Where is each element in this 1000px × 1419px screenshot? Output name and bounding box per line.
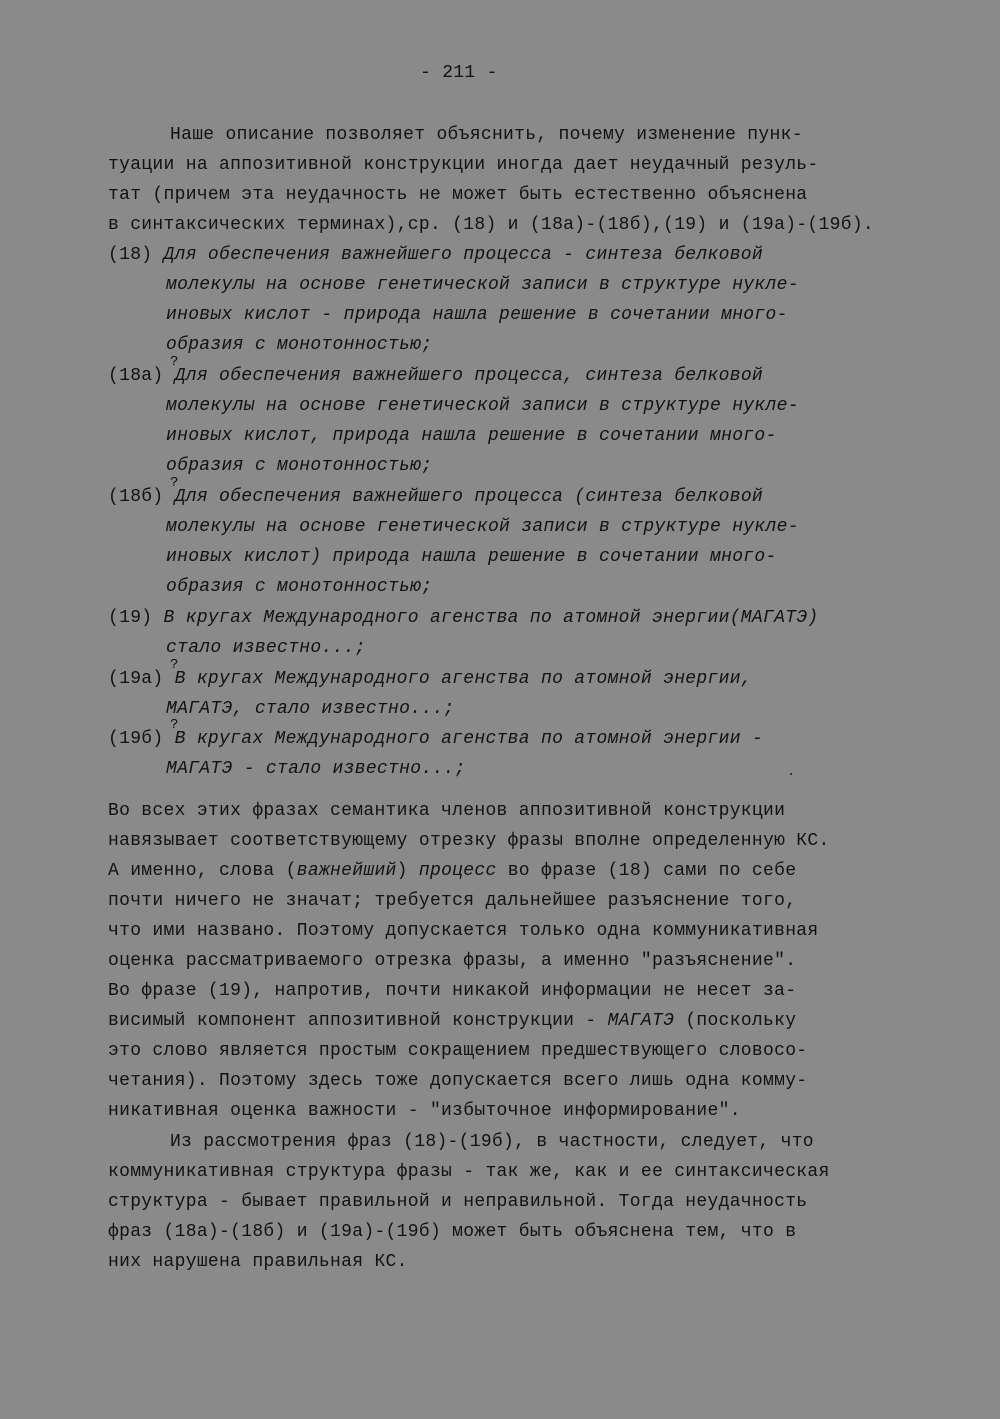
text-segment: навязывает соответствующему отрезку фразы вполне определенную КС.: [108, 831, 830, 851]
text-line: [166, 425, 777, 447]
italic-segment: молекулы на основе генетической записи в структуре нукле-: [166, 275, 799, 295]
text-line: [166, 395, 799, 417]
text-segment: структура - бывает правильной и неправильной. Тогда неудачность: [108, 1192, 808, 1212]
text-line: [108, 365, 763, 387]
text-line: [108, 1191, 807, 1213]
text-segment: А именно, слова (: [108, 861, 297, 881]
text-segment: (поскольку: [674, 1011, 797, 1031]
question-mark: ?: [170, 475, 179, 491]
text-segment: коммуникативная структура фразы - так же, как и ее синтаксическая: [108, 1162, 830, 1182]
italic-segment: молекулы на основе генетической записи в структуре нукле-: [166, 396, 799, 416]
text-segment: них нарушена правильная КС.: [108, 1252, 408, 1272]
text-segment: Из рассмотрения фраз (18)-(19б), в частности, следует, что: [170, 1132, 814, 1152]
text-line: [170, 124, 803, 146]
text-line: [166, 637, 366, 659]
text-segment: (18а): [108, 366, 175, 386]
page-number: - 211 -: [420, 63, 498, 83]
text-line: [108, 830, 830, 852]
text-line: [108, 244, 763, 266]
text-line: [166, 758, 466, 780]
italic-segment: В кругах Международного агенства по атомной энергии(МАГАТЭ): [163, 608, 819, 628]
italic-segment: иновых кислот - природа нашла решение в сочетании много-: [166, 305, 788, 325]
text-line: [108, 980, 796, 1002]
text-line: [108, 890, 796, 912]
text-segment: (18): [108, 245, 164, 265]
text-line: [166, 698, 455, 720]
text-line: [108, 1010, 796, 1032]
text-segment: в синтаксических терминах),ср. (18) и (18а)-(18б),(19) и (19а)-(19б).: [108, 215, 875, 235]
text-segment: (19б): [108, 729, 175, 749]
text-line: [108, 1251, 408, 1273]
italic-segment: иновых кислот) природа нашла решение в сочетании много-: [166, 547, 777, 567]
italic-segment: В кругах Международного агенства по атомной энергии -: [174, 729, 764, 749]
text-segment: тат (причем эта неудачность не может быть естественно объяснена: [108, 185, 808, 205]
text-segment: четания). Поэтому здесь тоже допускается всего лишь одна комму-: [108, 1071, 808, 1091]
text-line: [166, 576, 432, 598]
italic-segment: процесс: [418, 861, 497, 881]
italic-segment: образия с монотонностью;: [166, 335, 433, 355]
text-line: [108, 184, 807, 206]
text-segment: висимый компонент аппозитивной конструкции -: [108, 1011, 608, 1031]
text-segment: ): [396, 861, 419, 881]
text-line: [108, 607, 819, 629]
text-segment: оценка рассматриваемого отрезка фразы, а именно "разъяснение".: [108, 951, 797, 971]
italic-segment: МАГАТЭ: [607, 1011, 675, 1031]
italic-segment: В кругах Международного агенства по атомной энергии,: [174, 669, 752, 689]
text-line: [166, 455, 432, 477]
text-segment: (19а): [108, 669, 175, 689]
text-line: [166, 334, 432, 356]
italic-segment: образия с монотонностью;: [166, 577, 433, 597]
text-line: [108, 668, 752, 690]
italic-segment: стало известно...;: [166, 638, 366, 658]
italic-segment: иновых кислот, природа нашла решение в сочетании много-: [166, 426, 777, 446]
italic-segment: МАГАТЭ, стало известно...;: [166, 699, 455, 719]
text-segment: фраз (18а)-(18б) и (19а)-(19б) может быть объяснена тем, что в: [108, 1222, 797, 1242]
text-line: [108, 214, 874, 236]
text-segment: что ими названо. Поэтому допускается только одна коммуникативная: [108, 921, 819, 941]
text-line: [108, 1221, 796, 1243]
text-line: [108, 800, 785, 822]
text-line: [166, 546, 777, 568]
text-segment: это слово является простым сокращением предшествующего словосо-: [108, 1041, 808, 1061]
text-line: [108, 1161, 830, 1183]
italic-segment: образия с монотонностью;: [166, 456, 433, 476]
text-segment: Во фразе (19), напротив, почти никакой информации не несет за-: [108, 981, 797, 1001]
speck: [790, 773, 792, 775]
text-segment: Во всех этих фразах семантика членов аппозитивной конструкции: [108, 801, 786, 821]
text-segment: туации на аппозитивной конструкции иногда дает неудачный резуль-: [108, 155, 819, 175]
text-segment: (19): [108, 608, 164, 628]
text-line: [108, 1100, 741, 1122]
text-segment: почти ничего не значат; требуется дальнейшее разъяснение того,: [108, 891, 797, 911]
text-line: [108, 920, 819, 942]
text-segment: (18б): [108, 487, 175, 507]
question-mark: ?: [170, 717, 179, 733]
text-line: [108, 860, 796, 882]
text-line: [108, 486, 763, 508]
text-line: [166, 516, 799, 538]
text-line: [166, 274, 799, 296]
italic-segment: Для обеспечения важнейшего процесса (синтеза белковой: [174, 487, 764, 507]
text-line: [108, 950, 796, 972]
italic-segment: МАГАТЭ - стало известно...;: [166, 759, 466, 779]
text-segment: Наше описание позволяет объяснить, почему изменение пунк-: [170, 125, 803, 145]
text-line: [170, 1131, 814, 1153]
text-line: [108, 154, 819, 176]
question-mark: ?: [170, 657, 179, 673]
italic-segment: важнейший: [296, 861, 397, 881]
italic-segment: молекулы на основе генетической записи в структуре нукле-: [166, 517, 799, 537]
question-mark: ?: [170, 354, 179, 370]
text-line: [166, 304, 788, 326]
text-line: [108, 1040, 807, 1062]
text-segment: никативная оценка важности - "избыточное информирование".: [108, 1101, 741, 1121]
text-line: [108, 728, 763, 750]
italic-segment: Для обеспечения важнейшего процесса, синтеза белковой: [174, 366, 764, 386]
text-line: [108, 1070, 807, 1092]
text-segment: во фразе (18) сами по себе: [496, 861, 797, 881]
italic-segment: Для обеспечения важнейшего процесса - синтеза белковой: [163, 245, 764, 265]
